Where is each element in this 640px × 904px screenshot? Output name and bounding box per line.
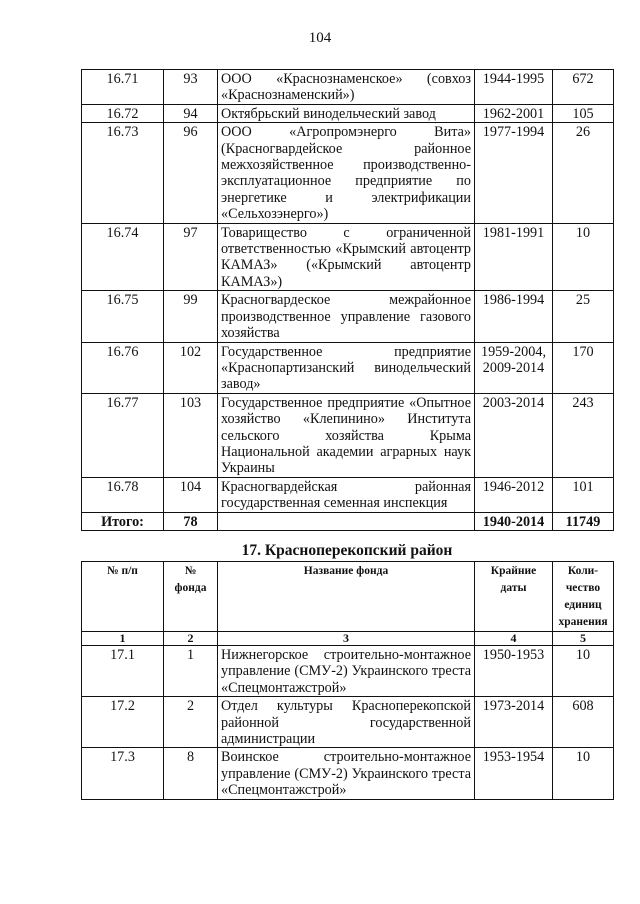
- cell-name: Государственное предприятие «Краснопартизанский винодельческий завод»: [218, 342, 475, 393]
- cell-fond: 2: [164, 697, 218, 748]
- cell-units: 25: [553, 291, 614, 342]
- header-dates: Крайние даты: [475, 562, 553, 632]
- cell-dates: 2003-2014: [475, 393, 553, 477]
- cell-num: 16.77: [82, 393, 164, 477]
- cell-name: Товарищество с ограниченной ответственностью «Крымский автоцентр КАМАЗ» («Крымский автоцентр КАМАЗ»): [218, 223, 475, 291]
- cell-num: 16.72: [82, 104, 164, 122]
- cell-num: 16.73: [82, 123, 164, 223]
- table-row: [82, 646, 614, 697]
- table-row: [82, 477, 614, 512]
- cell-num: 17.3: [82, 748, 164, 799]
- cell-units: 10: [553, 646, 614, 697]
- cell-fond: 104: [164, 477, 218, 512]
- cell-fond: 99: [164, 291, 218, 342]
- table-row: [82, 748, 614, 799]
- header-fond: № фонда: [164, 562, 218, 632]
- archive-table-district-16: [81, 69, 614, 531]
- cell-name: ООО «Краснознаменское» (совхоз «Краснознаменский»): [218, 70, 475, 105]
- cell-num: 16.78: [82, 477, 164, 512]
- column-number: 4: [475, 632, 553, 646]
- header-row: [82, 562, 614, 632]
- column-number: 2: [164, 632, 218, 646]
- table-row: [82, 223, 614, 291]
- cell-fond: 97: [164, 223, 218, 291]
- cell-name: Октябрьский винодельческий завод: [218, 104, 475, 122]
- cell-fond: 93: [164, 70, 218, 105]
- total-row: [82, 512, 614, 530]
- cell-fond: 103: [164, 393, 218, 477]
- cell-num: 16.74: [82, 223, 164, 291]
- table2-body: [82, 646, 614, 800]
- cell-units: 105: [553, 104, 614, 122]
- column-number: 1: [82, 632, 164, 646]
- cell-dates: 1986-1994: [475, 291, 553, 342]
- cell-name: ООО «Агропромэнерго Вита» (Красногвардейское районное межхозяйственное производственно-эксплуатационное предприятие по энергетике и электрификации «Сельхозэнерго»): [218, 123, 475, 223]
- header-num: № п/п: [82, 562, 164, 632]
- cell-num: 16.71: [82, 70, 164, 105]
- total-dates: 1940-2014: [475, 512, 553, 530]
- total-units: 11749: [553, 512, 614, 530]
- page-number: 104: [308, 30, 332, 46]
- cell-dates: 1973-2014: [475, 697, 553, 748]
- cell-units: 10: [553, 223, 614, 291]
- section-title: 17. Красноперекопский район: [241, 542, 453, 559]
- column-number: 3: [218, 632, 475, 646]
- cell-dates: 1946-2012: [475, 477, 553, 512]
- cell-name: Воинское строительно-монтажное управление (СМУ-2) Украинского треста «Спецмонтажстрой»: [218, 748, 475, 799]
- table-row: [82, 104, 614, 122]
- table-row: [82, 291, 614, 342]
- cell-fond: 102: [164, 342, 218, 393]
- cell-name: Нижнегорское строительно-монтажное управление (СМУ-2) Украинского треста «Спецмонтажстрой»: [218, 646, 475, 697]
- cell-units: 26: [553, 123, 614, 223]
- cell-units: 672: [553, 70, 614, 105]
- table-row: [82, 342, 614, 393]
- cell-units: 10: [553, 748, 614, 799]
- cell-dates: 1944-1995: [475, 70, 553, 105]
- cell-num: 16.75: [82, 291, 164, 342]
- cell-fond: 1: [164, 646, 218, 697]
- cell-dates: 1953-1954: [475, 748, 553, 799]
- cell-units: 170: [553, 342, 614, 393]
- cell-fond: 96: [164, 123, 218, 223]
- cell-num: 17.2: [82, 697, 164, 748]
- total-name-empty: [218, 512, 475, 530]
- cell-units: 101: [553, 477, 614, 512]
- table2-header: [82, 562, 614, 646]
- cell-fond: 8: [164, 748, 218, 799]
- archive-table-district-17: [81, 561, 614, 800]
- cell-dates: 1962-2001: [475, 104, 553, 122]
- total-fond: 78: [164, 512, 218, 530]
- cell-name: Отдел культуры Красноперекопской районной государственной администрации: [218, 697, 475, 748]
- cell-dates: 1950-1953: [475, 646, 553, 697]
- cell-units: 608: [553, 697, 614, 748]
- cell-num: 16.76: [82, 342, 164, 393]
- table-row: [82, 393, 614, 477]
- cell-fond: 94: [164, 104, 218, 122]
- header-units: Коли-чество единиц хранения: [553, 562, 614, 632]
- table1-body: [82, 70, 614, 531]
- cell-dates: 1981-1991: [475, 223, 553, 291]
- table-row: [82, 697, 614, 748]
- table-row: [82, 70, 614, 105]
- cell-name: Государственное предприятие «Опытное хозяйство «Клепинино» Института сельского хозяйства Крыма Национальной академии аграрных наук Украины: [218, 393, 475, 477]
- cell-name: Красногвардеское межрайонное производственное управление газового хозяйства: [218, 291, 475, 342]
- column-number: 5: [553, 632, 614, 646]
- column-number-row: [82, 632, 614, 646]
- total-label: Итого:: [82, 512, 164, 530]
- cell-units: 243: [553, 393, 614, 477]
- cell-dates: 1977-1994: [475, 123, 553, 223]
- table-row: [82, 123, 614, 223]
- cell-num: 17.1: [82, 646, 164, 697]
- cell-name: Красногвардейская районная государственная семенная инспекция: [218, 477, 475, 512]
- header-name: Название фонда: [218, 562, 475, 632]
- cell-dates: 1959-2004, 2009-2014: [475, 342, 553, 393]
